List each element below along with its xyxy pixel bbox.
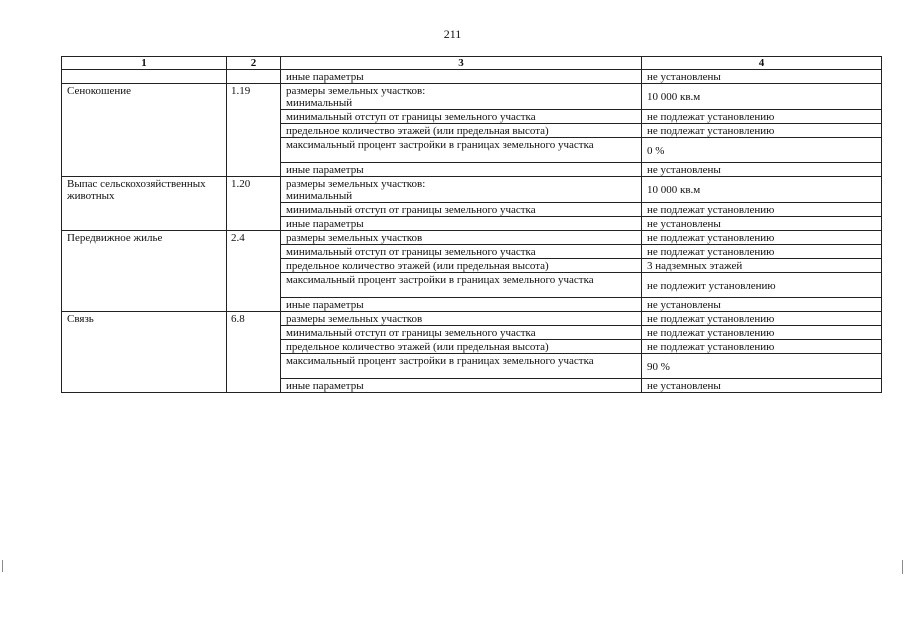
param-cell: иные параметры [281, 217, 642, 231]
use-code-cell: 6.8 [227, 312, 281, 393]
param-cell: минимальный отступ от границы земельного участка [281, 326, 642, 340]
value-cell: не установлены [642, 379, 882, 393]
table-row [62, 177, 882, 203]
header-col-2: 2 [227, 57, 281, 70]
param-cell: иные параметры [281, 298, 642, 312]
param-cell: минимальный отступ от границы земельного участка [281, 203, 642, 217]
header-col-3: 3 [281, 57, 642, 70]
value-cell: не подлежат установлению [642, 203, 882, 217]
param-cell: размеры земельных участков [281, 231, 642, 245]
param-cell: максимальный процент застройки в границах земельного участка [281, 273, 642, 298]
param-cell: максимальный процент застройки в границах земельного участка [281, 138, 642, 163]
param-cell: максимальный процент застройки в границах земельного участка [281, 354, 642, 379]
use-name-cell: Передвижное жилье [62, 231, 227, 312]
use-code-cell [227, 70, 281, 84]
value-cell: 0 % [642, 138, 882, 163]
use-code-cell: 2.4 [227, 231, 281, 312]
table-row [62, 84, 882, 110]
scan-artifact-left [2, 560, 3, 572]
use-name-cell: Выпас сельскохозяйственных животных [62, 177, 227, 231]
use-name-cell: Сенокошение [62, 84, 227, 177]
header-row [62, 57, 882, 70]
value-cell: не установлены [642, 163, 882, 177]
value-cell: 90 % [642, 354, 882, 379]
value-cell: 3 надземных этажей [642, 259, 882, 273]
use-name-cell [62, 70, 227, 84]
value-cell: не установлены [642, 217, 882, 231]
use-code-cell: 1.19 [227, 84, 281, 177]
param-cell: предельное количество этажей (или предельная высота) [281, 259, 642, 273]
use-name-cell: Связь [62, 312, 227, 393]
value-cell: не подлежат установлению [642, 124, 882, 138]
param-cell: предельное количество этажей (или предельная высота) [281, 124, 642, 138]
value-cell: не подлежат установлению [642, 110, 882, 124]
value-cell: не подлежат установлению [642, 326, 882, 340]
param-cell: размеры земельных участков: минимальный [281, 84, 642, 110]
regulations-table [61, 56, 882, 393]
param-cell: предельное количество этажей (или предельная высота) [281, 340, 642, 354]
value-cell: не подлежит установлению [642, 273, 882, 298]
page-number: 211 [443, 27, 462, 41]
scan-artifact-right [902, 560, 903, 574]
value-cell: не подлежат установлению [642, 245, 882, 259]
table-row [62, 70, 882, 84]
table-row [62, 312, 882, 326]
value-cell: не установлены [642, 70, 882, 84]
table-row [62, 231, 882, 245]
use-code-cell: 1.20 [227, 177, 281, 231]
param-cell: минимальный отступ от границы земельного участка [281, 245, 642, 259]
value-cell: не подлежат установлению [642, 231, 882, 245]
param-cell: иные параметры [281, 70, 642, 84]
param-cell: иные параметры [281, 163, 642, 177]
value-cell: не установлены [642, 298, 882, 312]
param-cell: размеры земельных участков: минимальный [281, 177, 642, 203]
param-cell: размеры земельных участков [281, 312, 642, 326]
param-cell: иные параметры [281, 379, 642, 393]
value-cell: 10 000 кв.м [642, 84, 882, 110]
value-cell: не подлежат установлению [642, 312, 882, 326]
value-cell: не подлежат установлению [642, 340, 882, 354]
header-col-4: 4 [642, 57, 882, 70]
header-col-1: 1 [62, 57, 227, 70]
param-cell: минимальный отступ от границы земельного участка [281, 110, 642, 124]
value-cell: 10 000 кв.м [642, 177, 882, 203]
